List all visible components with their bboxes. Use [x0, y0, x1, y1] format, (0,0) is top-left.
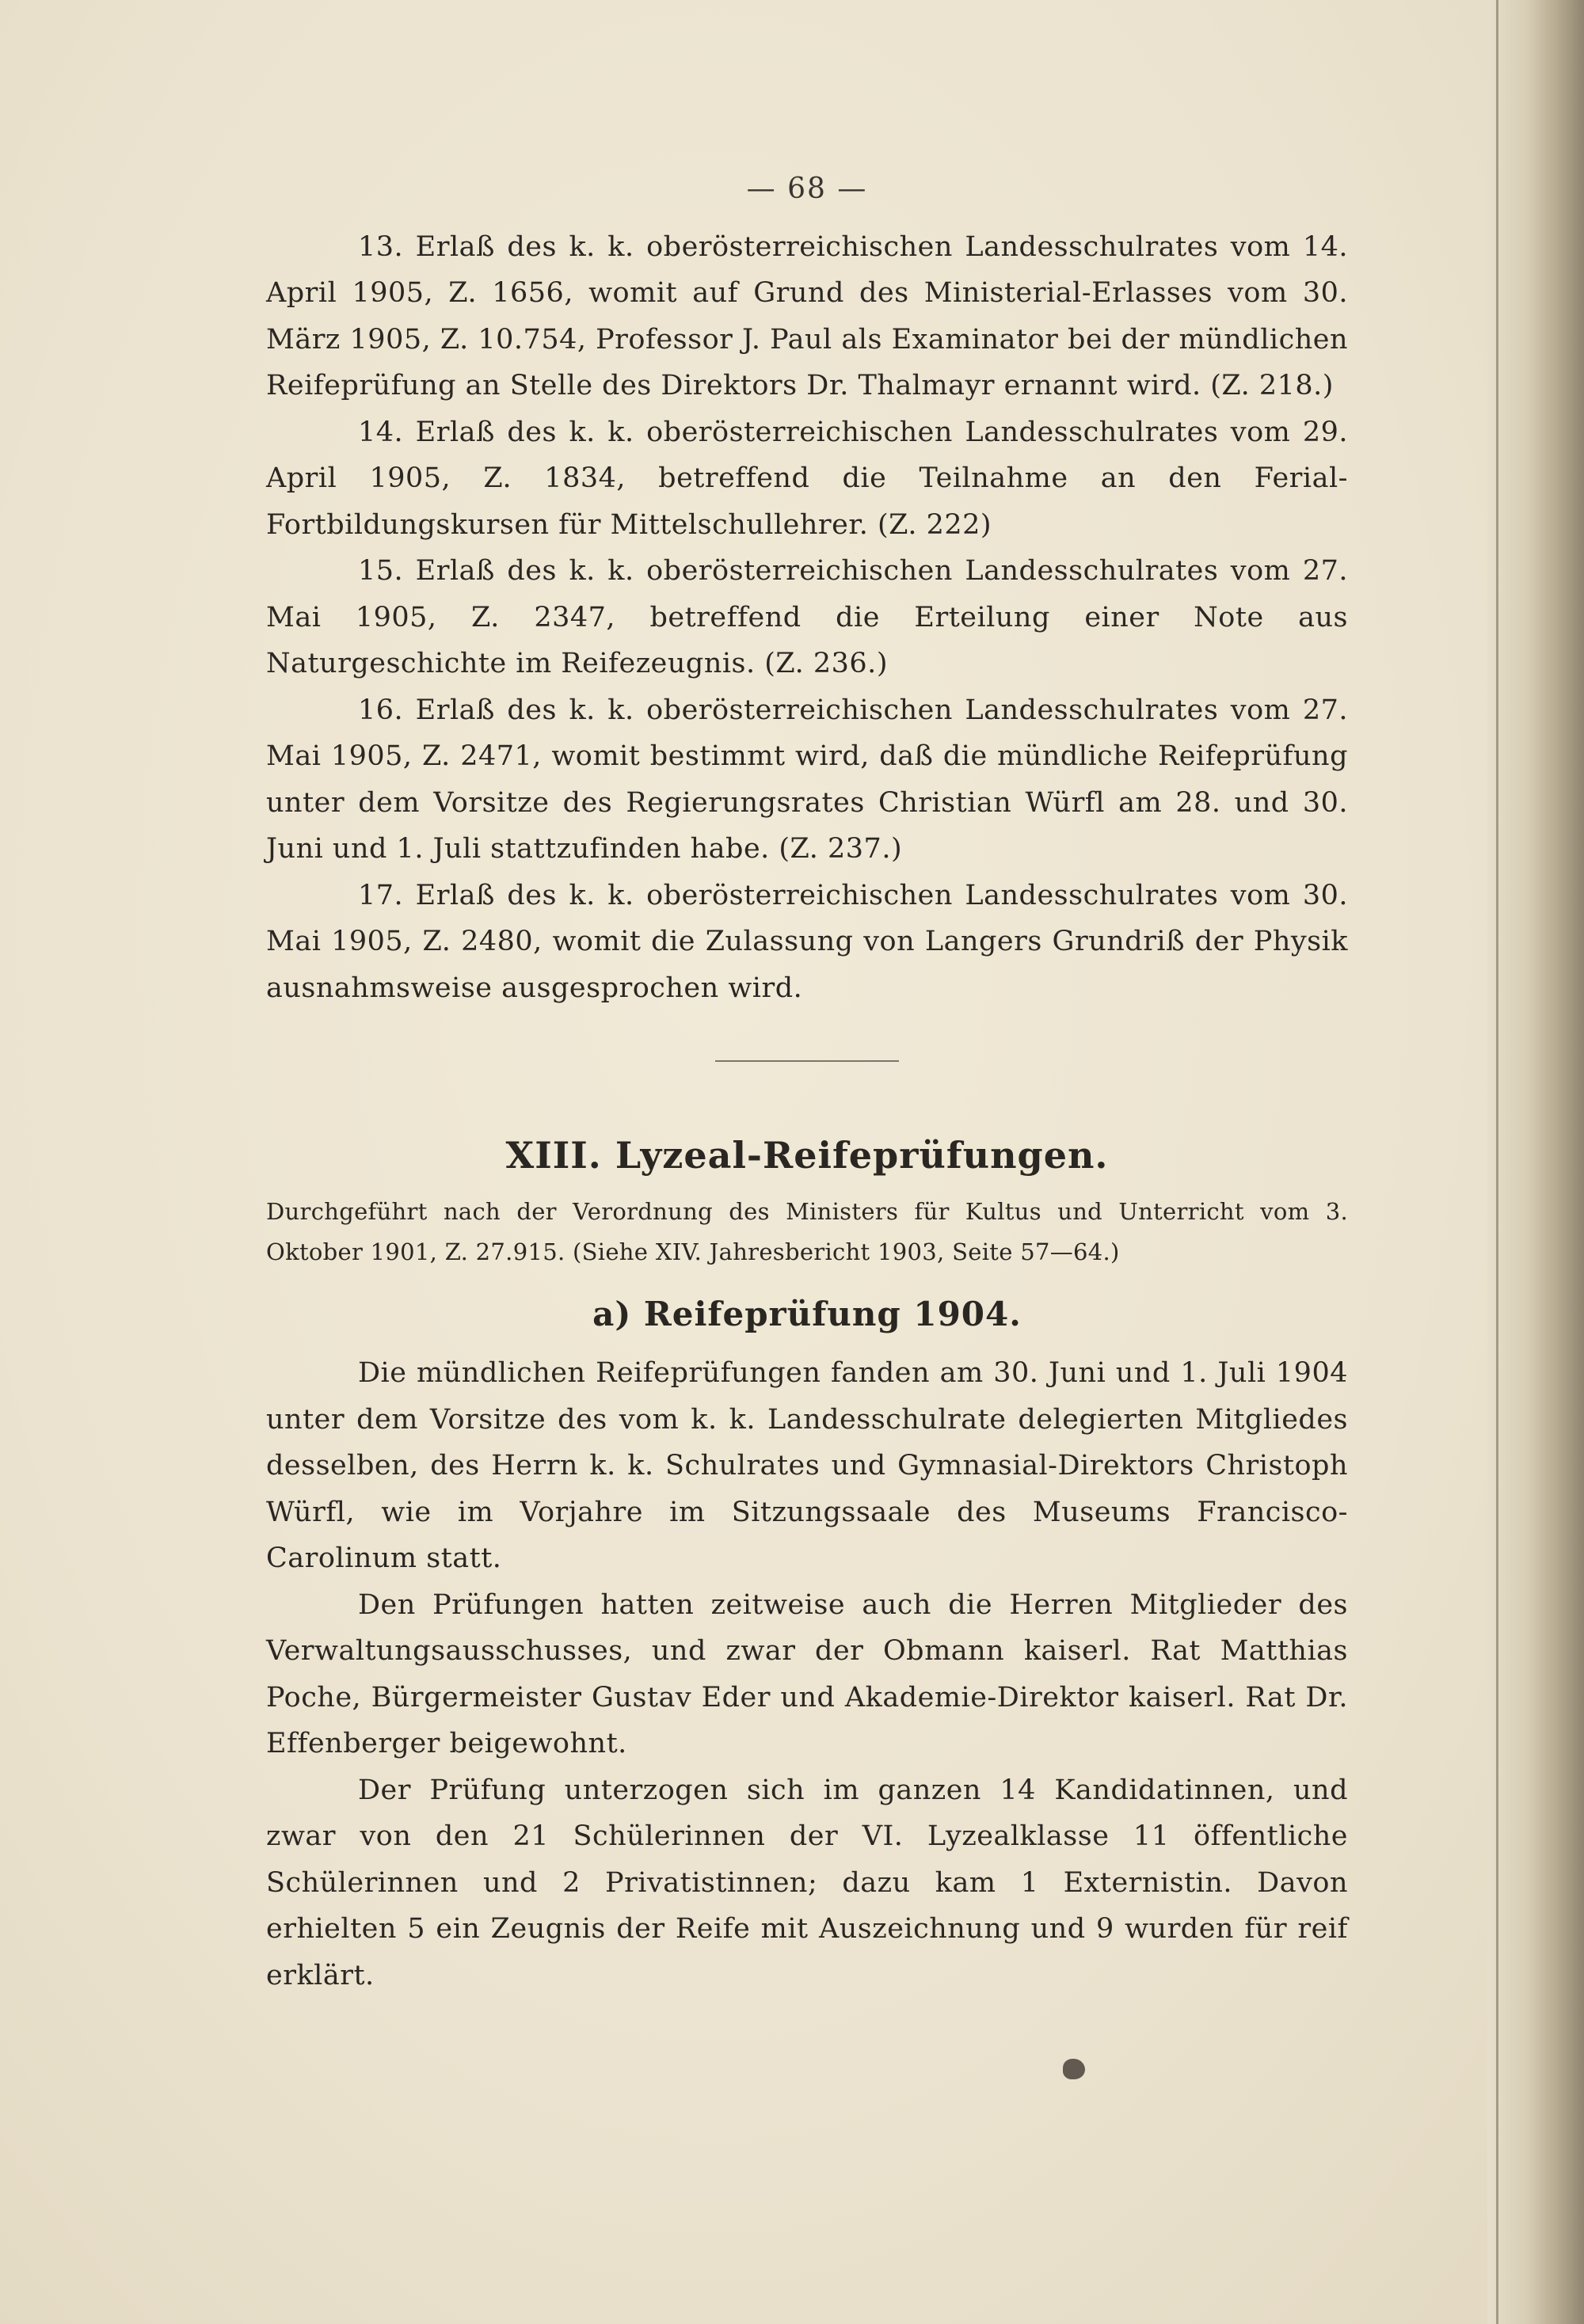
- decree-17: 17. Erlaß des k. k. oberösterreichischen Landesschulrates vom 30. Mai 1905, Z. 2480, womit die Zulassung von Langers Grundriß der Physik ausnahmsweise ausgesprochen wird.: [266, 879, 1348, 1004]
- exam-paragraph-2: Den Prüfungen hatten zeitweise auch die Herren Mitglieder des Verwaltungsausschusses, und zwar der Obmann kaiserl. Rat Matthias Poche, Bürgermeister Gustav Eder und Akademie-Direktor kaiserl. Rat Dr. Effenberger beigewohnt.: [266, 1588, 1348, 1759]
- decree-14: 14. Erlaß des k. k. oberösterreichischen Landesschulrates vom 29. April 1905, Z. 1834, betreffend die Teilnahme an den Ferial-Fortbildungskursen für Mittelschullehrer. (Z. 222): [266, 416, 1348, 541]
- page-content: [266, 166, 1348, 1999]
- book-gutter: [1487, 0, 1584, 2324]
- exam-paragraph-3: Der Prüfung unterzogen sich im ganzen 14 Kandidatinnen, und zwar von den 21 Schülerinnen der VI. Lyzealklasse 11 öffentliche Schülerinnen und 2 Privatistinnen; dazu kam 1 Externistin. Davon erhielten 5 ein Zeugnis der Reife mit Auszeichnung und 9 wurden für reif erklärt.: [266, 1774, 1348, 1991]
- decree-13: 13. Erlaß des k. k. oberösterreichischen Landesschulrates vom 14. April 1905, Z. 1656, womit auf Grund des Ministerial-Erlasses vom 30. März 1905, Z. 10.754, Professor J. Paul als Examinator bei der mündlichen Reifeprüfung an Stelle des Direktors Dr. Thalmayr ernannt wird. (Z. 218.): [266, 230, 1348, 401]
- decree-16: 16. Erlaß des k. k. oberösterreichischen Landesschulrates vom 27. Mai 1905, Z. 2471, womit bestimmt wird, daß die mündliche Reifeprüfung unter dem Vorsitze des Regierungsrates Christian Würfl am 28. und 30. Juni und 1. Juli stattzufinden habe. (Z. 237.): [266, 694, 1348, 865]
- subheading: a) Reifeprüfung 1904.: [592, 1295, 1022, 1333]
- ink-blot-mark: [1063, 2059, 1085, 2079]
- binding-line: [1496, 0, 1498, 2324]
- exam-paragraph-1: Die mündlichen Reifeprüfungen fanden am 30. Juni und 1. Juli 1904 unter dem Vorsitze des vom k. k. Landesschulrate delegierten Mitgliedes desselben, des Herrn k. k. Schulrates und Gymnasial-Direktors Christoph Würfl, wie im Vorjahre im Sitzungssaale des Museums Francisco-Carolinum statt.: [266, 1357, 1348, 1574]
- page-number: — 68 —: [746, 173, 868, 205]
- section-title: XIII. Lyzeal-Reifeprüfungen.: [505, 1134, 1109, 1177]
- section-subtitle: Durchgeführt nach der Verordnung des Ministers für Kultus und Unterricht vom 3. Oktober 1901, Z. 27.915. (Siehe XIV. Jahresbericht 1903, Seite 57—64.): [266, 1198, 1348, 1265]
- decree-15: 15. Erlaß des k. k. oberösterreichischen Landesschulrates vom 27. Mai 1905, Z. 2347, betreffend die Erteilung einer Note aus Naturgeschichte im Reifezeugnis. (Z. 236.): [266, 555, 1348, 679]
- section-divider: [715, 1060, 899, 1062]
